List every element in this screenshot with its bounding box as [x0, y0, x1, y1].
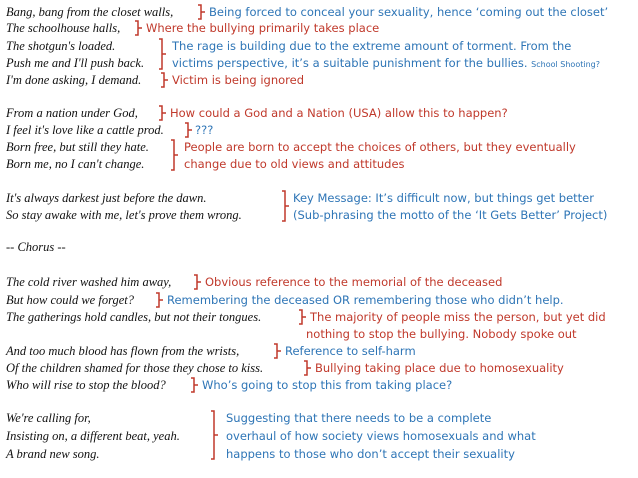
- bracket-red: [209, 410, 219, 460]
- bracket-red: [280, 190, 290, 222]
- annotation: victims perspective, it’s a suitable punishment for the bullies. School Shooting?: [172, 56, 600, 70]
- lyric-line: But how could we forget?: [6, 293, 134, 307]
- lyric-line: Born me, no I can't change.: [6, 157, 145, 171]
- lyric-line: Bang, bang from the closet walls,: [6, 5, 174, 19]
- lyric-line: Insisting on, a different beat, yeah.: [6, 429, 180, 443]
- annotation: ???: [195, 123, 214, 137]
- bracket-red: [159, 72, 169, 88]
- lyric-line: It's always darkest just before the dawn.: [6, 191, 207, 205]
- annotation: People are born to accept the choices of others, but they eventually: [184, 140, 576, 154]
- lyric-line: Of the children shamed for those they chose to kiss.: [6, 361, 264, 375]
- lyric-line: The cold river washed him away,: [6, 275, 172, 289]
- lyric-line: Who will rise to stop the blood?: [6, 378, 166, 392]
- lyric-line: So stay awake with me, let's prove them wrong.: [6, 208, 242, 222]
- annotation: Being forced to conceal your sexuality, hence ‘coming out the closet’: [209, 5, 609, 19]
- annotation: happens to those who don’t accept their sexuality: [226, 447, 515, 461]
- annotation: Bullying taking place due to homosexuality: [315, 361, 564, 375]
- bracket-red: [157, 105, 167, 121]
- lyric-line: I'm done asking, I demand.: [6, 73, 142, 87]
- bracket-red: [272, 343, 282, 359]
- lyric-line: We're calling for,: [6, 411, 91, 425]
- lyric-line: From a nation under God,: [6, 106, 138, 120]
- annotation: Key Message: It’s difficult now, but things get better: [293, 191, 594, 205]
- lyric-line: Push me and I'll push back.: [6, 56, 145, 70]
- lyric-line: The shotgun's loaded.: [6, 39, 116, 53]
- bracket-red: [154, 292, 164, 308]
- lyric-line: And too much blood has flown from the wrists,: [6, 344, 240, 358]
- bracket-red: [196, 4, 206, 20]
- annotation: Suggesting that there needs to be a complete: [226, 411, 492, 425]
- annotation: (Sub-phrasing the motto of the ‘It Gets Better’ Project): [293, 208, 608, 222]
- chorus-marker: -- Chorus --: [6, 240, 66, 254]
- annotation: Remembering the deceased OR remembering those who didn’t help.: [167, 293, 564, 307]
- bracket-red: [189, 377, 199, 393]
- bracket-red: [192, 274, 202, 290]
- annotation: Obvious reference to the memorial of the deceased: [205, 275, 503, 289]
- lyric-line: A brand new song.: [6, 447, 100, 461]
- bracket-red: [302, 360, 312, 376]
- annotation: overhaul of how society views homosexuals and what: [226, 429, 536, 443]
- annotation: How could a God and a Nation (USA) allow this to happen?: [170, 106, 508, 120]
- annotation: Who’s going to stop this from taking place?: [202, 378, 453, 392]
- annotation: change due to old views and attitudes: [184, 157, 405, 171]
- lyric-line: I feel it's love like a cattle prod.: [6, 123, 164, 137]
- bracket-red: [169, 139, 179, 171]
- annotation: The rage is building due to the extreme amount of torment. From the: [172, 39, 572, 53]
- annotation-note: School Shooting?: [531, 60, 600, 69]
- bracket-red: [157, 38, 167, 70]
- annotation: Victim is being ignored: [172, 73, 305, 87]
- annotation: The majority of people miss the person, but yet did: [310, 310, 606, 324]
- annotation: Where the bullying primarily takes place: [146, 21, 380, 35]
- bracket-red: [133, 20, 143, 36]
- annotation: nothing to stop the bullying. Nobody spoke out: [306, 327, 577, 341]
- bracket-red: [297, 309, 307, 325]
- lyric-line: The gatherings hold candles, but not their tongues.: [6, 310, 262, 324]
- lyric-line: Born free, but still they hate.: [6, 140, 149, 154]
- lyric-line: The schoolhouse halls,: [6, 21, 121, 35]
- bracket-red: [183, 122, 193, 138]
- annotation: Reference to self-harm: [285, 344, 416, 358]
